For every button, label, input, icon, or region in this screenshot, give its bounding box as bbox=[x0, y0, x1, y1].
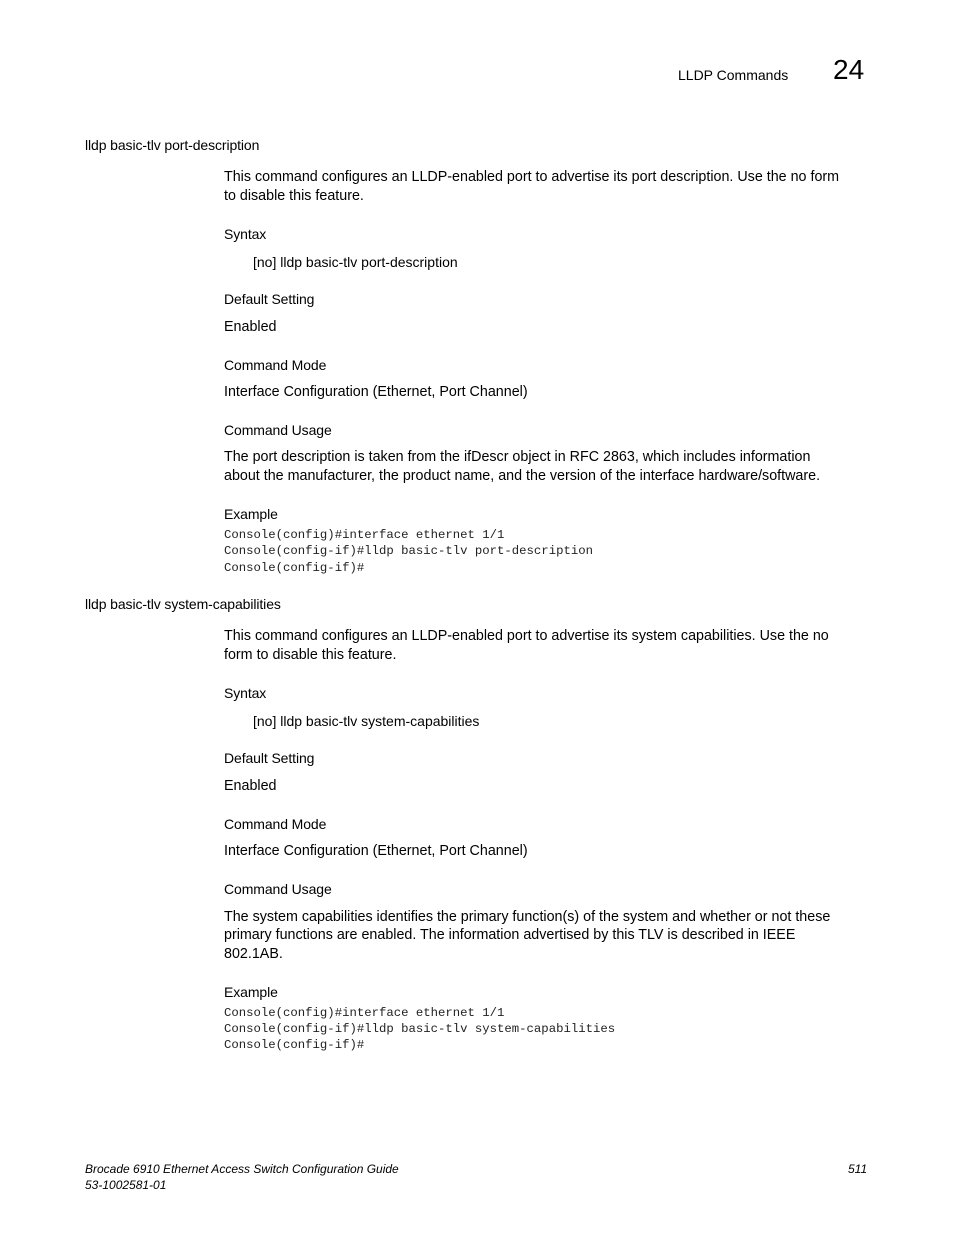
example-code-line: Console(config-if)#lldp basic-tlv system-capabilities bbox=[224, 1022, 616, 1036]
footer-page-number: 511 bbox=[848, 1162, 868, 1176]
command-usage-line: The system capabilities identifies the primary function(s) of the system and whether or not these bbox=[224, 909, 831, 925]
syntax-no-keyword: no bbox=[256, 254, 273, 270]
syntax-heading: Syntax bbox=[224, 685, 267, 701]
description-text: This command configures an LLDP-enabled port to advertise its system capabilities. Use the bbox=[224, 628, 813, 644]
default-setting-value: Enabled bbox=[224, 319, 277, 335]
command-usage-line: primary functions are enabled. The information advertised by this TLV is described in IEEE bbox=[224, 927, 796, 943]
syntax-bracket-close: ] bbox=[272, 254, 277, 270]
syntax-bracket-open: [ bbox=[253, 254, 257, 270]
command-mode-value: Interface Configuration (Ethernet, Port Channel) bbox=[224, 384, 528, 400]
no-keyword: no bbox=[790, 169, 807, 185]
command-mode-heading: Command Mode bbox=[224, 357, 327, 373]
default-setting-value: Enabled bbox=[224, 778, 277, 794]
description-text: This command configures an LLDP-enabled port to advertise its port description. Use the bbox=[224, 169, 791, 185]
example-heading: Example bbox=[224, 984, 278, 1000]
no-keyword: no bbox=[812, 628, 829, 644]
example-code-line: Console(config)#interface ethernet 1/1 bbox=[224, 1006, 505, 1020]
syntax-command: lldp basic-tlv system-capabilities bbox=[276, 713, 480, 729]
command-usage-line: about the manufacturer, the product name, and the version of the interface hardware/software. bbox=[224, 468, 821, 484]
example-code-line: Console(config)#interface ethernet 1/1 bbox=[224, 528, 505, 542]
example-code-line: Console(config-if)# bbox=[224, 561, 365, 575]
command-mode-heading: Command Mode bbox=[224, 816, 327, 832]
command-mode-value: Interface Configuration (Ethernet, Port Channel) bbox=[224, 843, 528, 859]
syntax-line bbox=[253, 713, 479, 729]
command-description bbox=[224, 628, 829, 644]
command-description-line2: to disable this feature. bbox=[224, 188, 364, 204]
syntax-heading: Syntax bbox=[224, 226, 267, 242]
default-setting-heading: Default Setting bbox=[224, 291, 315, 307]
command-usage-heading: Command Usage bbox=[224, 422, 332, 438]
command-usage-line: The port description is taken from the ifDescr object in RFC 2863, which includes information bbox=[224, 449, 811, 465]
command-usage-line: 802.1AB. bbox=[224, 946, 283, 962]
chapter-number: 24 bbox=[833, 54, 865, 85]
syntax-bracket-close: ] bbox=[272, 713, 277, 729]
footer-doc-title: Brocade 6910 Ethernet Access Switch Configuration Guide bbox=[85, 1162, 399, 1176]
example-code-line: Console(config-if)#lldp basic-tlv port-description bbox=[224, 544, 593, 558]
footer-doc-number: 53-1002581-01 bbox=[85, 1178, 167, 1192]
syntax-line bbox=[253, 254, 458, 270]
syntax-command: lldp basic-tlv port-description bbox=[276, 254, 458, 270]
syntax-bracket-open: [ bbox=[253, 713, 257, 729]
command-usage-heading: Command Usage bbox=[224, 881, 332, 897]
description-text-tail: form bbox=[806, 169, 840, 185]
command-description bbox=[224, 169, 839, 185]
syntax-no-keyword: no bbox=[256, 713, 273, 729]
default-setting-heading: Default Setting bbox=[224, 750, 315, 766]
example-heading: Example bbox=[224, 506, 278, 522]
running-header-title: LLDP Commands bbox=[678, 67, 789, 83]
command-description-line2: form to disable this feature. bbox=[224, 647, 397, 663]
command-title: lldp basic-tlv port-description bbox=[85, 137, 260, 153]
command-title: lldp basic-tlv system-capabilities bbox=[85, 596, 281, 612]
example-code-line: Console(config-if)# bbox=[224, 1038, 365, 1052]
